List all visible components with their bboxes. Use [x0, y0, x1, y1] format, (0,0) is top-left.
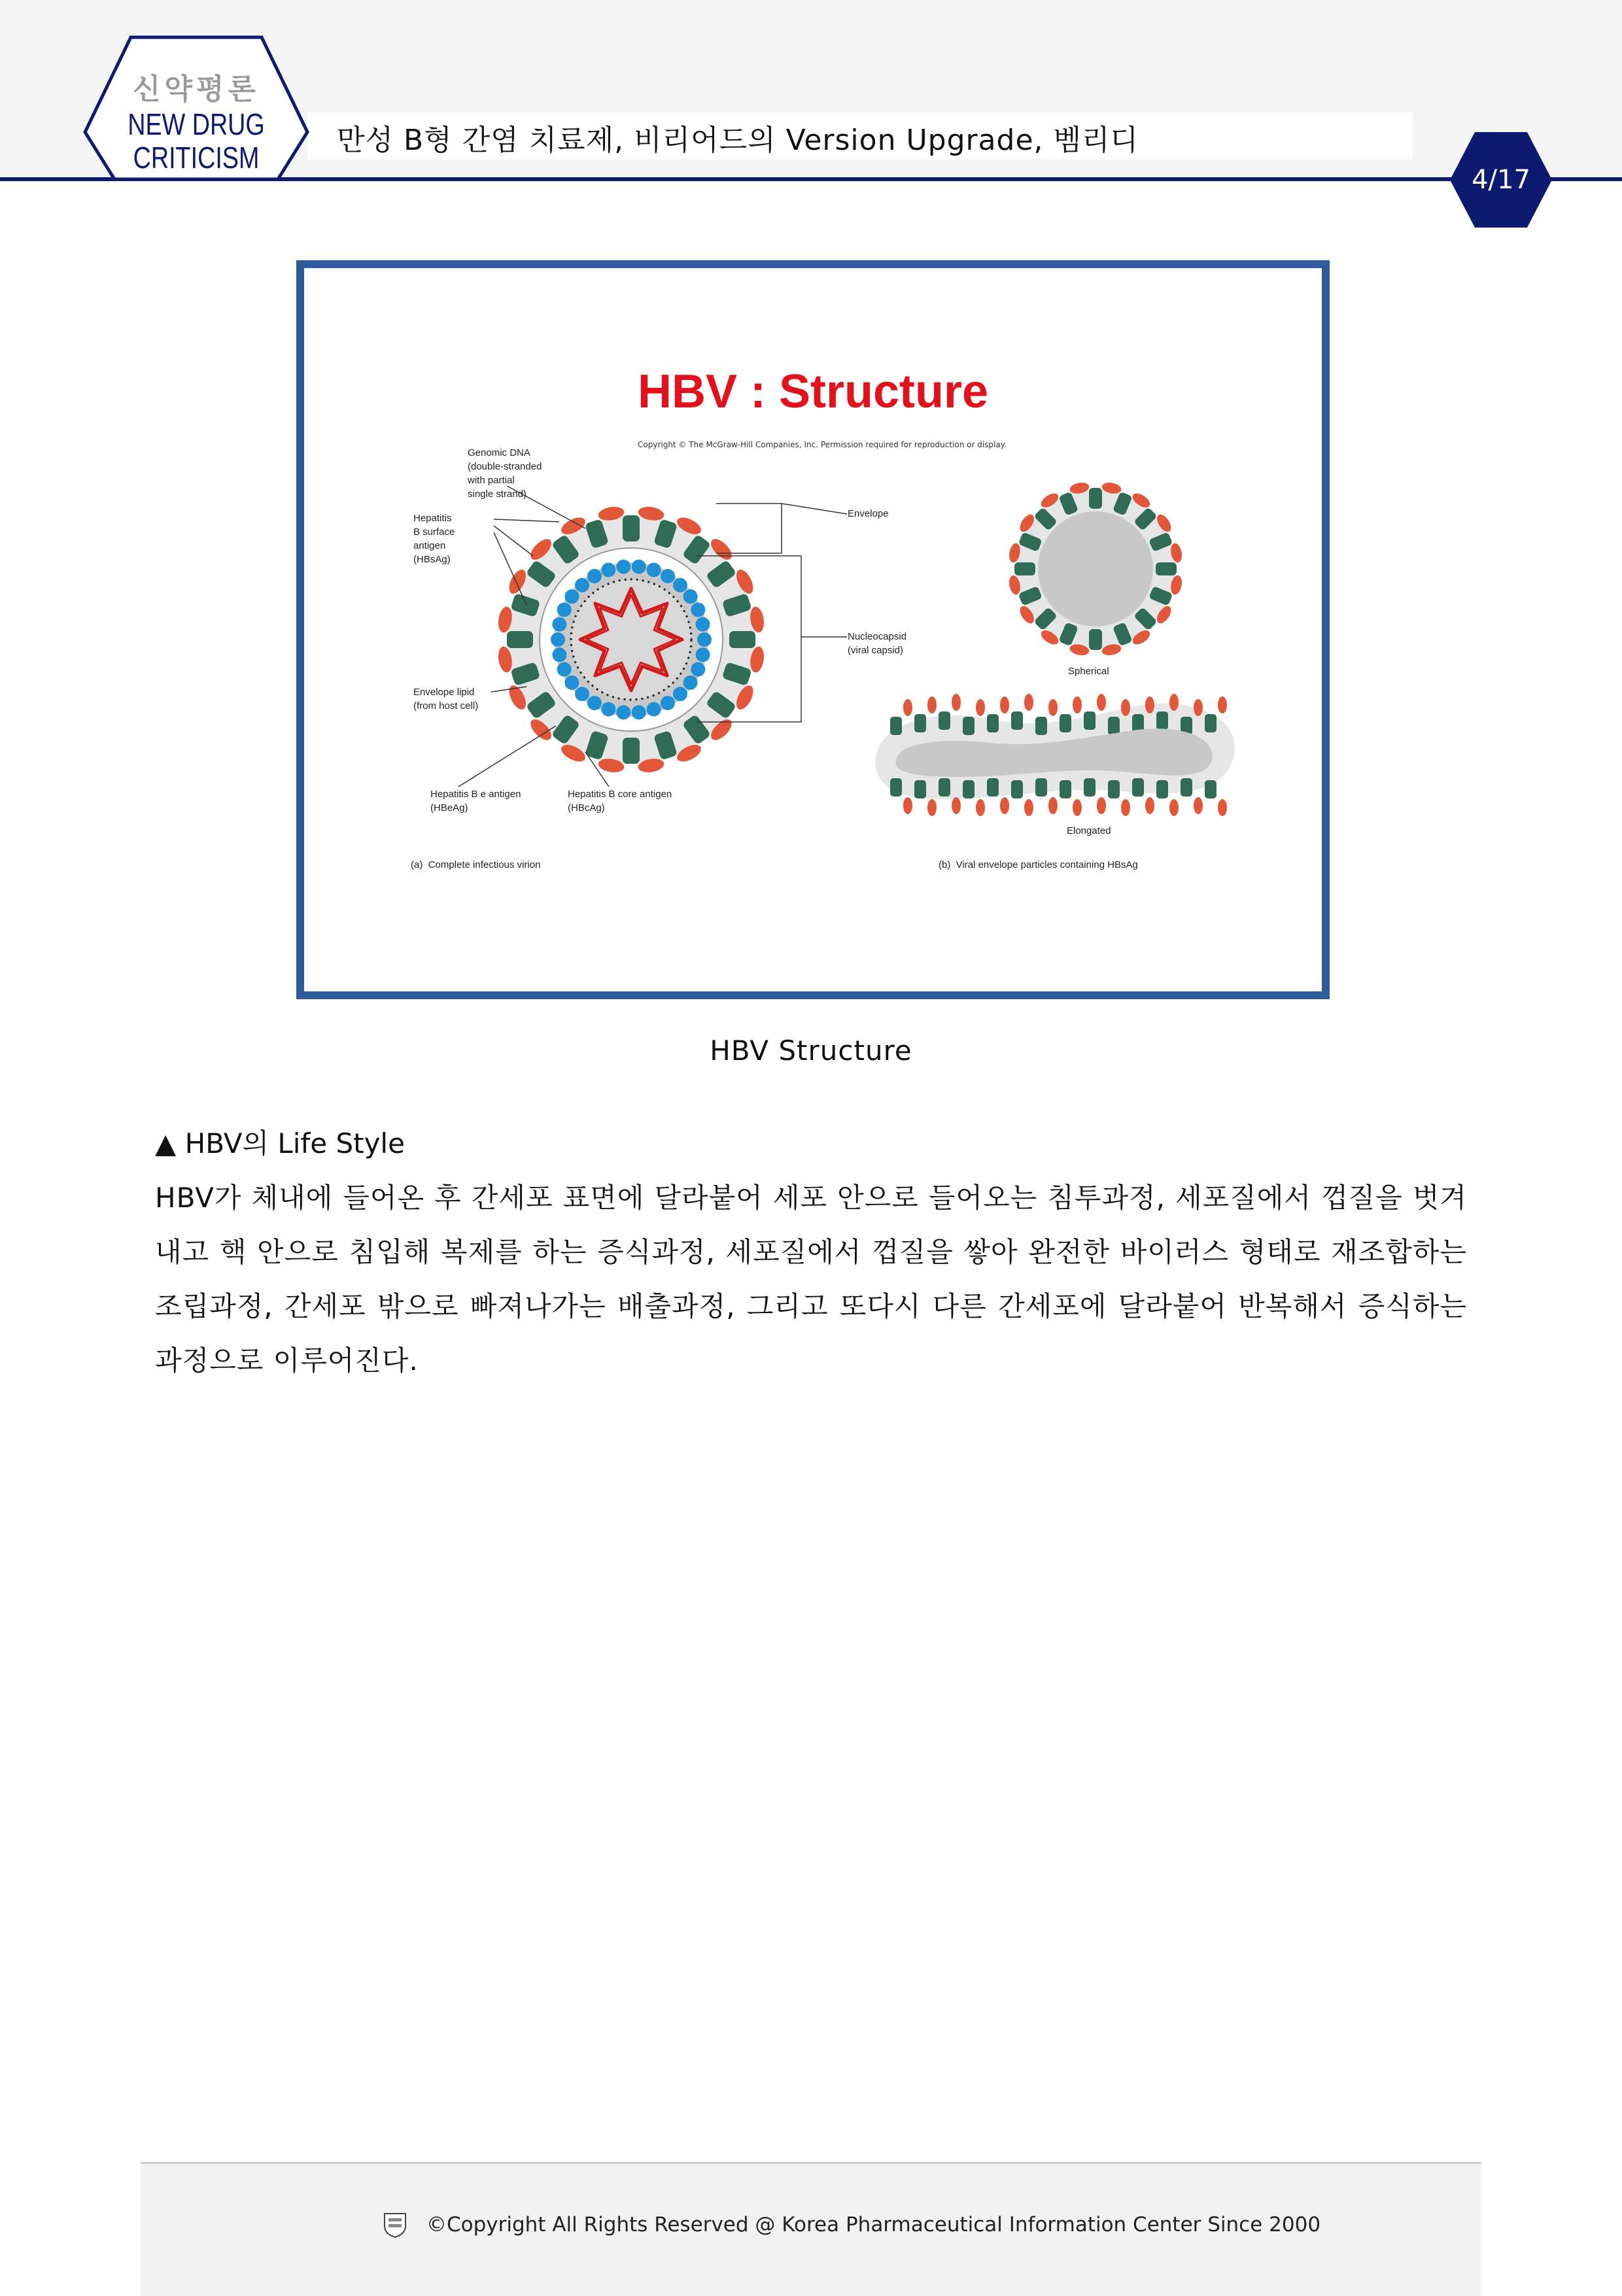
shield-icon [383, 2212, 407, 2238]
envelope-protein [507, 631, 533, 648]
capsid-subunit [683, 589, 698, 604]
elongated-antigen-bottom [1121, 799, 1130, 816]
capsid-subunit [632, 560, 646, 574]
elongated-protein-top [890, 717, 902, 735]
capsid-subunit [616, 705, 630, 719]
elongated-protein-top [1156, 711, 1168, 730]
elongated-protein-top [1060, 714, 1071, 732]
label-elongated: Elongated [1067, 825, 1111, 836]
section-heading: ▲ HBV의 Life Style [155, 1127, 405, 1159]
elongated-protein-top [1035, 717, 1047, 735]
elongated-antigen-bottom [1073, 799, 1082, 816]
capsid-subunit [557, 662, 572, 677]
elongated-protein-bottom [1181, 778, 1192, 797]
capsid-subunit [616, 560, 630, 574]
elongated-antigen-top [1218, 696, 1227, 713]
elongated-antigen-top [1048, 699, 1058, 716]
elongated-protein-top [1205, 714, 1216, 732]
spherical-protein [1089, 488, 1102, 509]
figure-title: HBV : Structure [637, 366, 989, 418]
label-hbcag: Hepatitis B core antigen (HBcAg) [568, 789, 672, 814]
elongated-antigen-bottom [1194, 797, 1203, 814]
envelope-protein [623, 738, 640, 764]
elongated-antigen-top [1194, 699, 1203, 716]
elongated-protein-bottom [1011, 780, 1023, 798]
spherical-protein [1014, 562, 1035, 575]
capsid-subunit [564, 676, 579, 690]
capsid-subunit [673, 687, 687, 701]
label-nucleocapsid: Nucleocapsid (viral capsid) [848, 631, 907, 656]
envelope-protein [623, 515, 640, 541]
capsid-subunit [587, 569, 602, 583]
elongated-antigen-top [1121, 699, 1130, 716]
elongated-protein-top [914, 714, 926, 732]
elongated-antigen-top [903, 699, 912, 716]
elongated-protein-bottom [914, 780, 926, 798]
leader-line [458, 726, 556, 787]
elongated-antigen-top [927, 696, 937, 713]
capsid-subunit [601, 562, 615, 577]
elongated-antigen-top [1000, 696, 1009, 713]
spherical-core [1038, 511, 1153, 626]
elongated-protein-bottom [1084, 778, 1096, 797]
elongated-protein-top [939, 711, 950, 730]
elongated-protein-top [1108, 717, 1120, 735]
elongated-antigen-bottom [1145, 797, 1154, 814]
elongated-protein-bottom [963, 780, 975, 798]
envelope-protein [729, 631, 755, 648]
leader-line [782, 504, 847, 514]
elongated-protein-bottom [1156, 780, 1168, 798]
capsid-subunit [551, 632, 565, 647]
footer-copyright: ©Copyright All Rights Reserved @ Korea Pharmaceutical Information Center Since 2000 [426, 2213, 1321, 2236]
elongated-protein-bottom [1035, 778, 1047, 797]
capsid-subunit [552, 647, 566, 662]
label-genomic-dna: Genomic DNA (double-stranded with partial single strand) [468, 447, 542, 500]
elongated-antigen-bottom [1024, 799, 1033, 816]
elongated-protein-bottom [939, 778, 950, 797]
elongated-protein-bottom [1132, 778, 1144, 797]
capsid-subunit [661, 696, 675, 710]
caption-b: (b) Viral envelope particles containing HBsAg [939, 859, 1138, 870]
capsid-subunit [683, 676, 698, 690]
caption-a: (a) Complete infectious virion [411, 859, 541, 870]
label-envelope: Envelope [848, 508, 889, 519]
elongated-protein-bottom [1060, 780, 1071, 798]
capsid-subunit [691, 602, 705, 617]
capsid-subunit [697, 632, 712, 647]
label-envelope-lipid: Envelope lipid (from host cell) [413, 687, 479, 711]
capsid-subunit [601, 702, 615, 717]
spherical-protein [1156, 562, 1177, 575]
capsid-subunit [696, 617, 710, 632]
elongated-protein-top [1084, 711, 1096, 730]
capsid-subunit [552, 617, 566, 632]
figure-caption: HBV Structure [710, 1035, 912, 1067]
capsid-subunit [691, 662, 705, 677]
elongated-protein-bottom [1205, 780, 1216, 798]
elongated-antigen-bottom [903, 797, 912, 814]
page-number: 4/17 [1472, 165, 1530, 195]
capsid-subunit [647, 562, 661, 577]
elongated-antigen-bottom [927, 799, 937, 816]
capsid-subunit [696, 647, 710, 662]
elongated-antigen-top [1145, 696, 1154, 713]
elongated-antigen-bottom [1000, 797, 1009, 814]
elongated-protein-top [987, 714, 999, 732]
elongated-antigen-bottom [952, 797, 961, 814]
capsid-subunit [587, 696, 602, 710]
elongated-antigen-top [976, 699, 985, 716]
figure-frame [296, 260, 1330, 999]
leader-line [494, 532, 526, 605]
logo-line2: CRITICISM [133, 141, 260, 175]
elongated-protein-bottom [987, 778, 999, 797]
capsid-subunit [557, 602, 572, 617]
elongated-antigen-top [1097, 694, 1106, 711]
capsid-subunit [575, 578, 589, 592]
capsid-subunit [575, 687, 589, 701]
elongated-antigen-bottom [1097, 797, 1106, 814]
capsid-subunit [661, 569, 675, 583]
logo-line1: NEW DRUG [128, 107, 265, 141]
elongated-protein-bottom [1108, 780, 1120, 798]
elongated-antigen-bottom [1218, 799, 1227, 816]
hbv-diagram [304, 268, 1322, 991]
capsid-subunit [673, 578, 687, 592]
leader-line [494, 519, 559, 522]
logo-korean: 신약평론 [132, 73, 260, 105]
leader-line [494, 526, 533, 556]
document-title: 만성 B형 간염 치료제, 비리어드의 Version Upgrade, 벰리디 [337, 124, 1139, 157]
spherical-protein [1089, 629, 1102, 650]
elongated-antigen-top [952, 694, 961, 711]
capsid-subunit [564, 589, 579, 604]
elongated-antigen-bottom [1169, 799, 1179, 816]
label-hbsag: Hepatitis B surface antigen (HBsAg) [413, 513, 455, 565]
elongated-protein-top [1011, 711, 1023, 730]
label-spherical: Spherical [1068, 666, 1109, 677]
elongated-protein-bottom [890, 778, 902, 797]
label-hbeag: Hepatitis B e antigen (HBeAg) [430, 789, 521, 814]
elongated-antigen-bottom [1048, 797, 1058, 814]
capsid-subunit [632, 705, 646, 719]
elongated-protein-top [963, 717, 975, 735]
elongated-antigen-bottom [976, 799, 985, 816]
elongated-antigen-top [1073, 696, 1082, 713]
figure-copyright: Copyright © The McGraw-Hill Companies, Inc. Permission required for reproduction or display. [638, 440, 1007, 449]
capsid-subunit [647, 702, 661, 717]
elongated-antigen-top [1169, 694, 1179, 711]
body-paragraph: HBV가 체내에 들어온 후 간세포 표면에 달라붙어 세포 안으로 들어오는 침투과정, 세포질에서 껍질을 벗겨내고 핵 안으로 침입해 복제를 하는 증식과정, 세포질에서 껍질을 쌓아 완전한 바이러스 형태로 재조합하는 조립과정, 간세포 밖으로 빠져나가는 배출과정, 그리고 또다시 다른 간세포에 달라붙어 반복해서 증식하는 과정으로 이루어진다. [155, 1182, 1467, 1377]
elongated-antigen-top [1024, 694, 1033, 711]
hbv-structure-drawing [458, 481, 1235, 816]
